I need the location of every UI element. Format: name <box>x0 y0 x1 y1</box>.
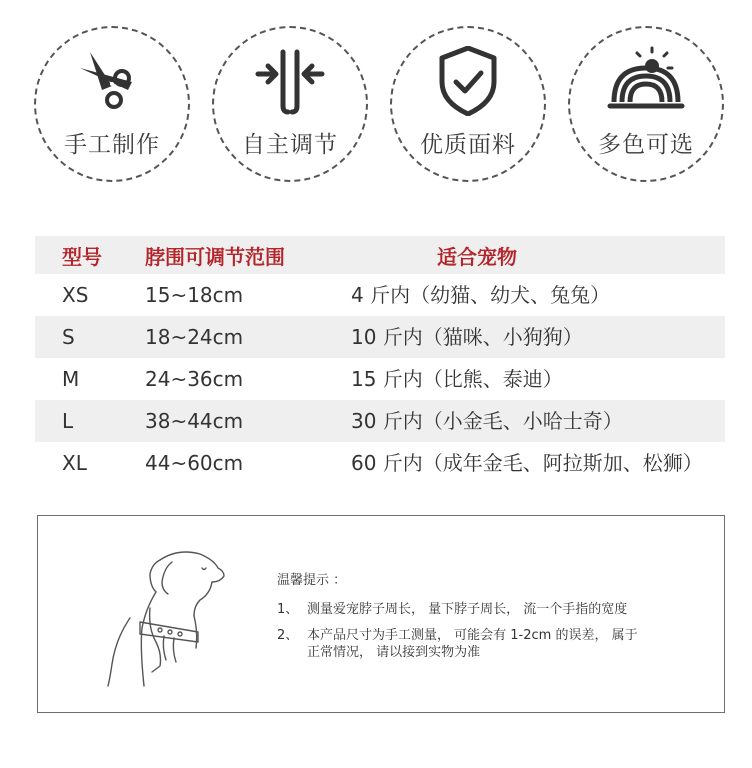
size-table <box>35 236 725 484</box>
table-row <box>35 274 725 316</box>
scissors-icon <box>72 46 152 116</box>
feature-adjustable <box>212 26 368 182</box>
cell-pets: 15 斤内（比熊、泰迪） <box>351 367 563 391</box>
cell-size: L <box>62 409 74 433</box>
table-row <box>35 400 725 442</box>
tip-number: 2、 <box>277 628 299 643</box>
table-row <box>35 442 725 484</box>
cell-range: 24~36cm <box>145 367 244 391</box>
tip-number: 1、 <box>277 602 299 617</box>
cell-range: 44~60cm <box>145 451 244 475</box>
notice-title: 温馨提示 ： <box>277 573 347 588</box>
tip-text-continued: 正常情况， 请以接到实物为准 <box>307 645 481 660</box>
rainbow-icon <box>606 46 686 116</box>
header-pets: 适合宠物 <box>437 245 517 269</box>
cell-size: S <box>62 325 75 349</box>
feature-handmade <box>34 26 190 182</box>
header-size: 型号 <box>62 245 102 269</box>
feature-quality <box>390 26 546 182</box>
cell-pets: 60 斤内（成年金毛、阿拉斯加、松狮） <box>351 451 703 475</box>
cell-range: 38~44cm <box>145 409 244 433</box>
cell-pets: 30 斤内（小金毛、小哈士奇） <box>351 409 623 433</box>
feature-label: 自主调节 <box>242 132 338 158</box>
cell-size: XL <box>62 451 87 475</box>
feature-label: 优质面料 <box>420 132 516 158</box>
feature-label: 手工制作 <box>64 132 160 158</box>
notice-tip <box>277 598 627 617</box>
adjust-arrows-icon <box>250 46 330 116</box>
cell-pets: 10 斤内（猫咪、小狗狗） <box>351 325 583 349</box>
cell-range: 18~24cm <box>145 325 244 349</box>
tip-text: 测量爱宠脖子周长， 量下脖子周长， 流一个手指的宽度 <box>307 602 628 617</box>
table-row <box>35 358 725 400</box>
header-range: 脖围可调节范围 <box>145 245 285 269</box>
tip-text: 本产品尺寸为手工测量， 可能会有 1-2cm 的误差， 属于 <box>307 628 638 643</box>
dog-collar-illustration <box>90 538 240 688</box>
measurement-notice <box>37 515 725 713</box>
shield-check-icon <box>428 46 508 116</box>
cell-pets: 4 斤内（幼猫、幼犬、兔兔） <box>351 283 611 307</box>
table-row <box>35 316 725 358</box>
cell-size: M <box>62 367 80 391</box>
table-header-row <box>35 236 725 274</box>
feature-colors <box>568 26 724 182</box>
cell-size: XS <box>62 283 89 307</box>
cell-range: 15~18cm <box>145 283 244 307</box>
feature-label: 多色可选 <box>598 132 694 158</box>
